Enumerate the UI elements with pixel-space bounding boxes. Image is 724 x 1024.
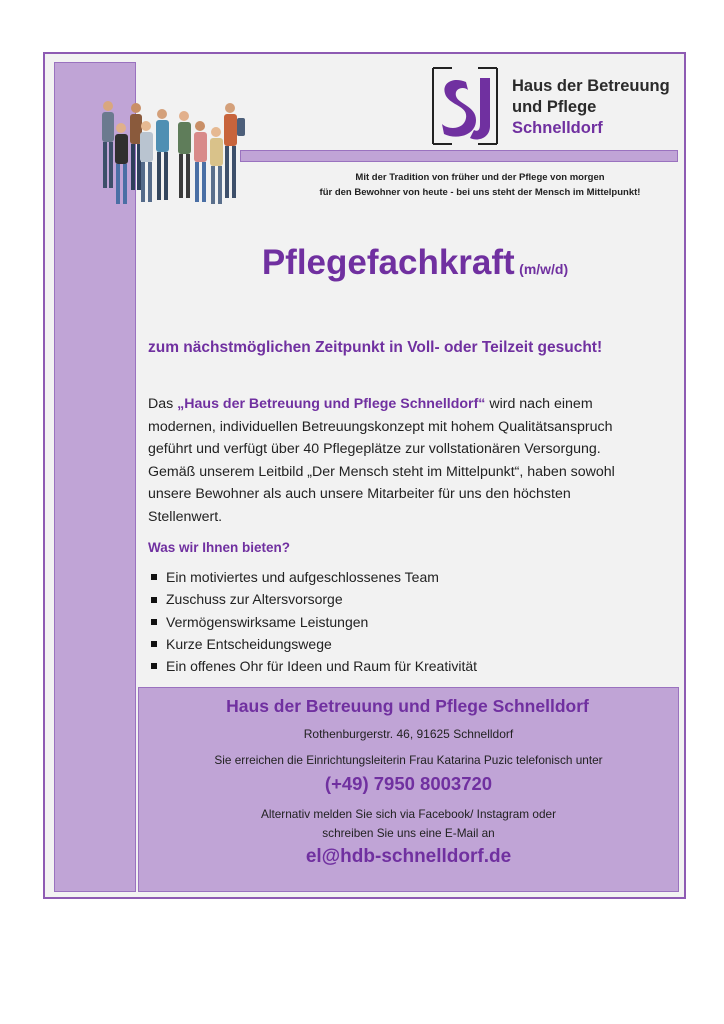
contact-alt-line-2: schreiben Sie uns eine E-Mail an <box>322 826 495 840</box>
logo-wordmark <box>512 76 687 139</box>
contact-address: Rothenburgerstr. 46, 91625 Schnelldorf <box>303 727 514 741</box>
benefit-text: Ein motiviertes und aufgeschlossenes Team <box>166 569 439 585</box>
intro-paragraph <box>148 393 683 529</box>
sj-monogram-icon <box>430 66 500 146</box>
list-item <box>148 588 477 610</box>
square-bullet-icon <box>151 597 157 603</box>
intro-line-6: Stellenwert. <box>148 508 223 525</box>
contact-section <box>138 696 679 868</box>
job-subtitle: zum nächstmöglichen Zeitpunkt in Voll- oder Teilzeit gesucht! <box>148 339 603 356</box>
contact-email[interactable]: el@hdb-schnelldorf.de <box>305 846 512 867</box>
list-item <box>148 611 477 633</box>
benefit-text: Zuschuss zur Altersvorsorge <box>166 591 343 608</box>
benefits-list <box>148 566 477 677</box>
logo-line-1: Haus der Betreuung <box>512 77 670 95</box>
intro-line-5: unsere Bewohner als auch unsere Mitarbeiter für uns den höchsten <box>148 486 571 503</box>
intro-house-name: „Haus der Betreuung und Pflege Schnelldorf“ <box>177 396 486 412</box>
job-title-gender: (m/w/d) <box>519 261 569 277</box>
contact-reach-text: Sie erreichen die Einrichtungsleiterin Frau Katarina Puzic telefonisch unter <box>214 753 603 767</box>
contact-alternative <box>138 805 679 843</box>
tagline-line-2: für den Bewohner von heute - bei uns steht der Mensch im Mittelpunkt! <box>319 187 641 198</box>
intro-line-1-suffix: wird nach einem <box>485 396 593 412</box>
square-bullet-icon <box>151 663 157 669</box>
square-bullet-icon <box>151 619 157 625</box>
list-item <box>148 655 477 677</box>
benefit-text: Vermögenswirksame Leistungen <box>166 613 369 630</box>
square-bullet-icon <box>151 641 157 647</box>
intro-line-2: modernen, individuellen Betreuungskonzept mit hohem Qualitätsanspruch <box>148 418 613 435</box>
intro-line-1 <box>148 393 683 416</box>
logo-line-3: Schnelldorf <box>512 119 603 137</box>
intro-line-4: Gemäß unserem Leitbild „Der Mensch steht im Mittelpunkt“, haben sowohl <box>148 463 615 480</box>
contact-alt-line-1: Alternativ melden Sie sich via Facebook/ Instagram oder <box>260 807 557 821</box>
job-title <box>150 243 680 283</box>
list-item <box>148 566 477 588</box>
square-bullet-icon <box>151 574 157 580</box>
intro-prefix: Das <box>148 396 178 412</box>
tagline <box>280 170 680 200</box>
list-item <box>148 633 477 655</box>
job-title-main: Pflegefachkraft <box>261 243 515 282</box>
contact-phone[interactable]: (+49) 7950 8003720 <box>324 773 493 794</box>
offer-heading: Was wir Ihnen bieten? <box>148 540 291 555</box>
group-of-people-illustration <box>96 96 252 210</box>
intro-line-3: geführt und verfügt über 40 Pflegeplätze zur vollstationären Versorgung. <box>148 441 601 458</box>
logo-line-2: und Pflege <box>512 98 597 116</box>
contact-name: Haus der Betreuung und Pflege Schnelldorf <box>226 696 589 716</box>
header-accent-band <box>240 150 678 162</box>
tagline-line-1: Mit der Tradition von früher und der Pflege von morgen <box>355 172 605 183</box>
benefit-text: Kurze Entscheidungswege <box>166 635 332 652</box>
benefit-text: Ein offenes Ohr für Ideen und Raum für Kreativität <box>166 658 478 675</box>
